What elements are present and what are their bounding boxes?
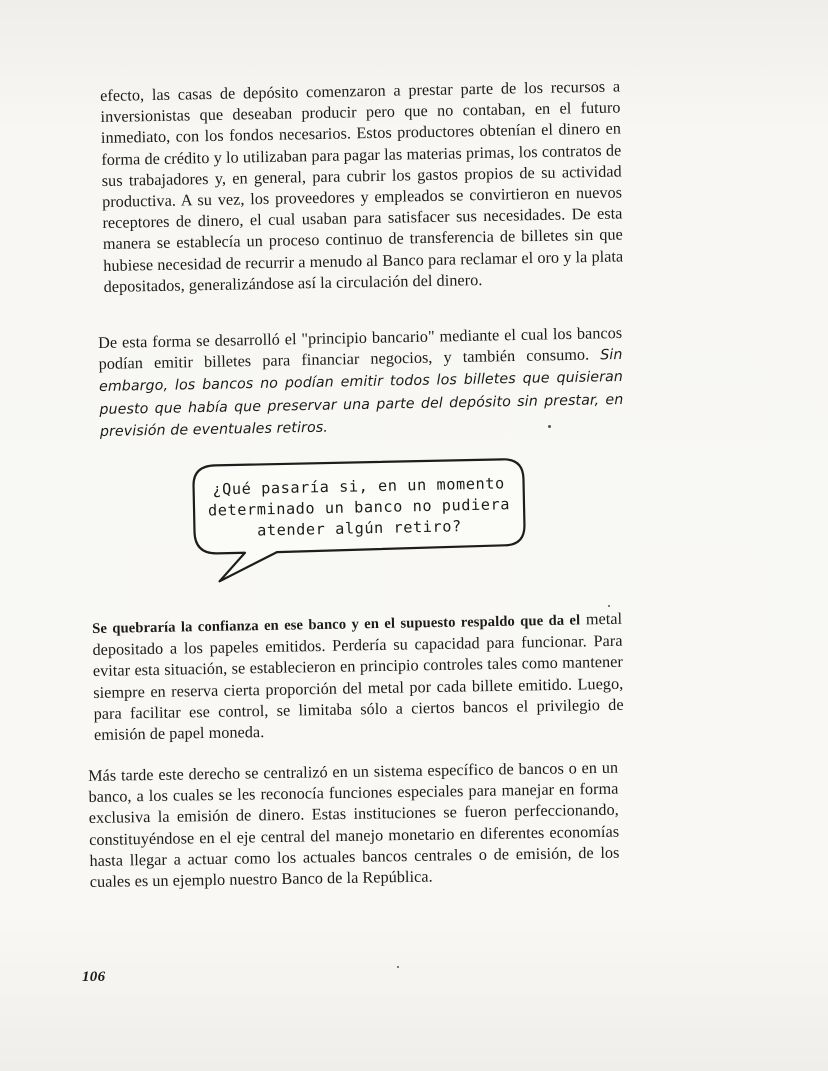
paragraph-banking-principle (98, 323, 624, 443)
speech-bubble-question (203, 473, 514, 542)
bubble-line-2: determinado un banco no pudiera (207, 495, 511, 520)
bubble-line-1: ¿Qué pasaría si, en un momento (212, 474, 505, 499)
bubble-line-3: atender algún retiro? (256, 517, 462, 540)
banking-principle-text: De esta forma se desarrolló el "principio bancario" mediante el cual los bancos podían emitir billetes para financiar negocios, y también consumo. (98, 323, 623, 374)
paragraph-bank-confidence (92, 609, 624, 746)
paper-speck (608, 605, 610, 607)
paragraph-deposit-houses: efecto, las casas de depósito comenzaron a prestar parte de los recursos a inversionistas que deseaban producir pero que no contaban, en el futuro inmediato, con los fondos necesarios. Estos productores obtenían el dinero en forma de crédito y lo utilizaban para pagar las materias primas, los contratos de sus trabajadores y, en general, para cubrir los gastos propios de su actividad productiva. A su vez, los proveedores y empleados se convirtieron en nuevos receptores de dinero, el cual usaban para satisfacer sus necesidades. De esta manera se establecía un proceso continuo de transferencia de billetes sin que hubiese necesidad de recurrir a menudo al Banco para reclamar el oro y la plata depositados, generalizándose así la circulación del dinero. (100, 77, 624, 296)
bank-confidence-lead: Se quebraría la confianza en ese banco y en el supuesto respaldo que da el (92, 612, 581, 637)
page-number: 106 (82, 969, 106, 985)
paper-speck (397, 966, 399, 968)
paper-speck (548, 425, 551, 428)
paragraph-central-banks: Más tarde este derecho se centralizó en un sistema específico de bancos o en un banco, a los cuales se les reconocía funciones especiales para manejar en forma exclusiva la emisión de dinero. Estas instituciones se fueron perfeccionando, constituyéndose en el eje central del manejo monetario en diferentes economías hasta llegar a actuar como los actuales bancos centrales o de emisión, de los cuales es un ejemplo nuestro Banco de la República. (88, 758, 620, 892)
speech-bubble (185, 453, 533, 590)
banking-principle-italic-text: Sin embargo, los bancos no podían emitir todos los billetes que quisieran puesto que había que preservar una parte del depósito sin prestar, en previsión de eventuales retiros. (98, 347, 624, 440)
bank-confidence-text: metal depositado a los papeles emitidos. Perdería su capacidad para funcionar. Para evitar esta situación, se establecieron en principio controles tales como mantener siempre en reserva cierta proporción del metal por cada billete emitido. Luego, para facilitar ese control, se limitaba sólo a ciertos bancos el privilegio de emisión de papel moneda. (92, 609, 624, 744)
